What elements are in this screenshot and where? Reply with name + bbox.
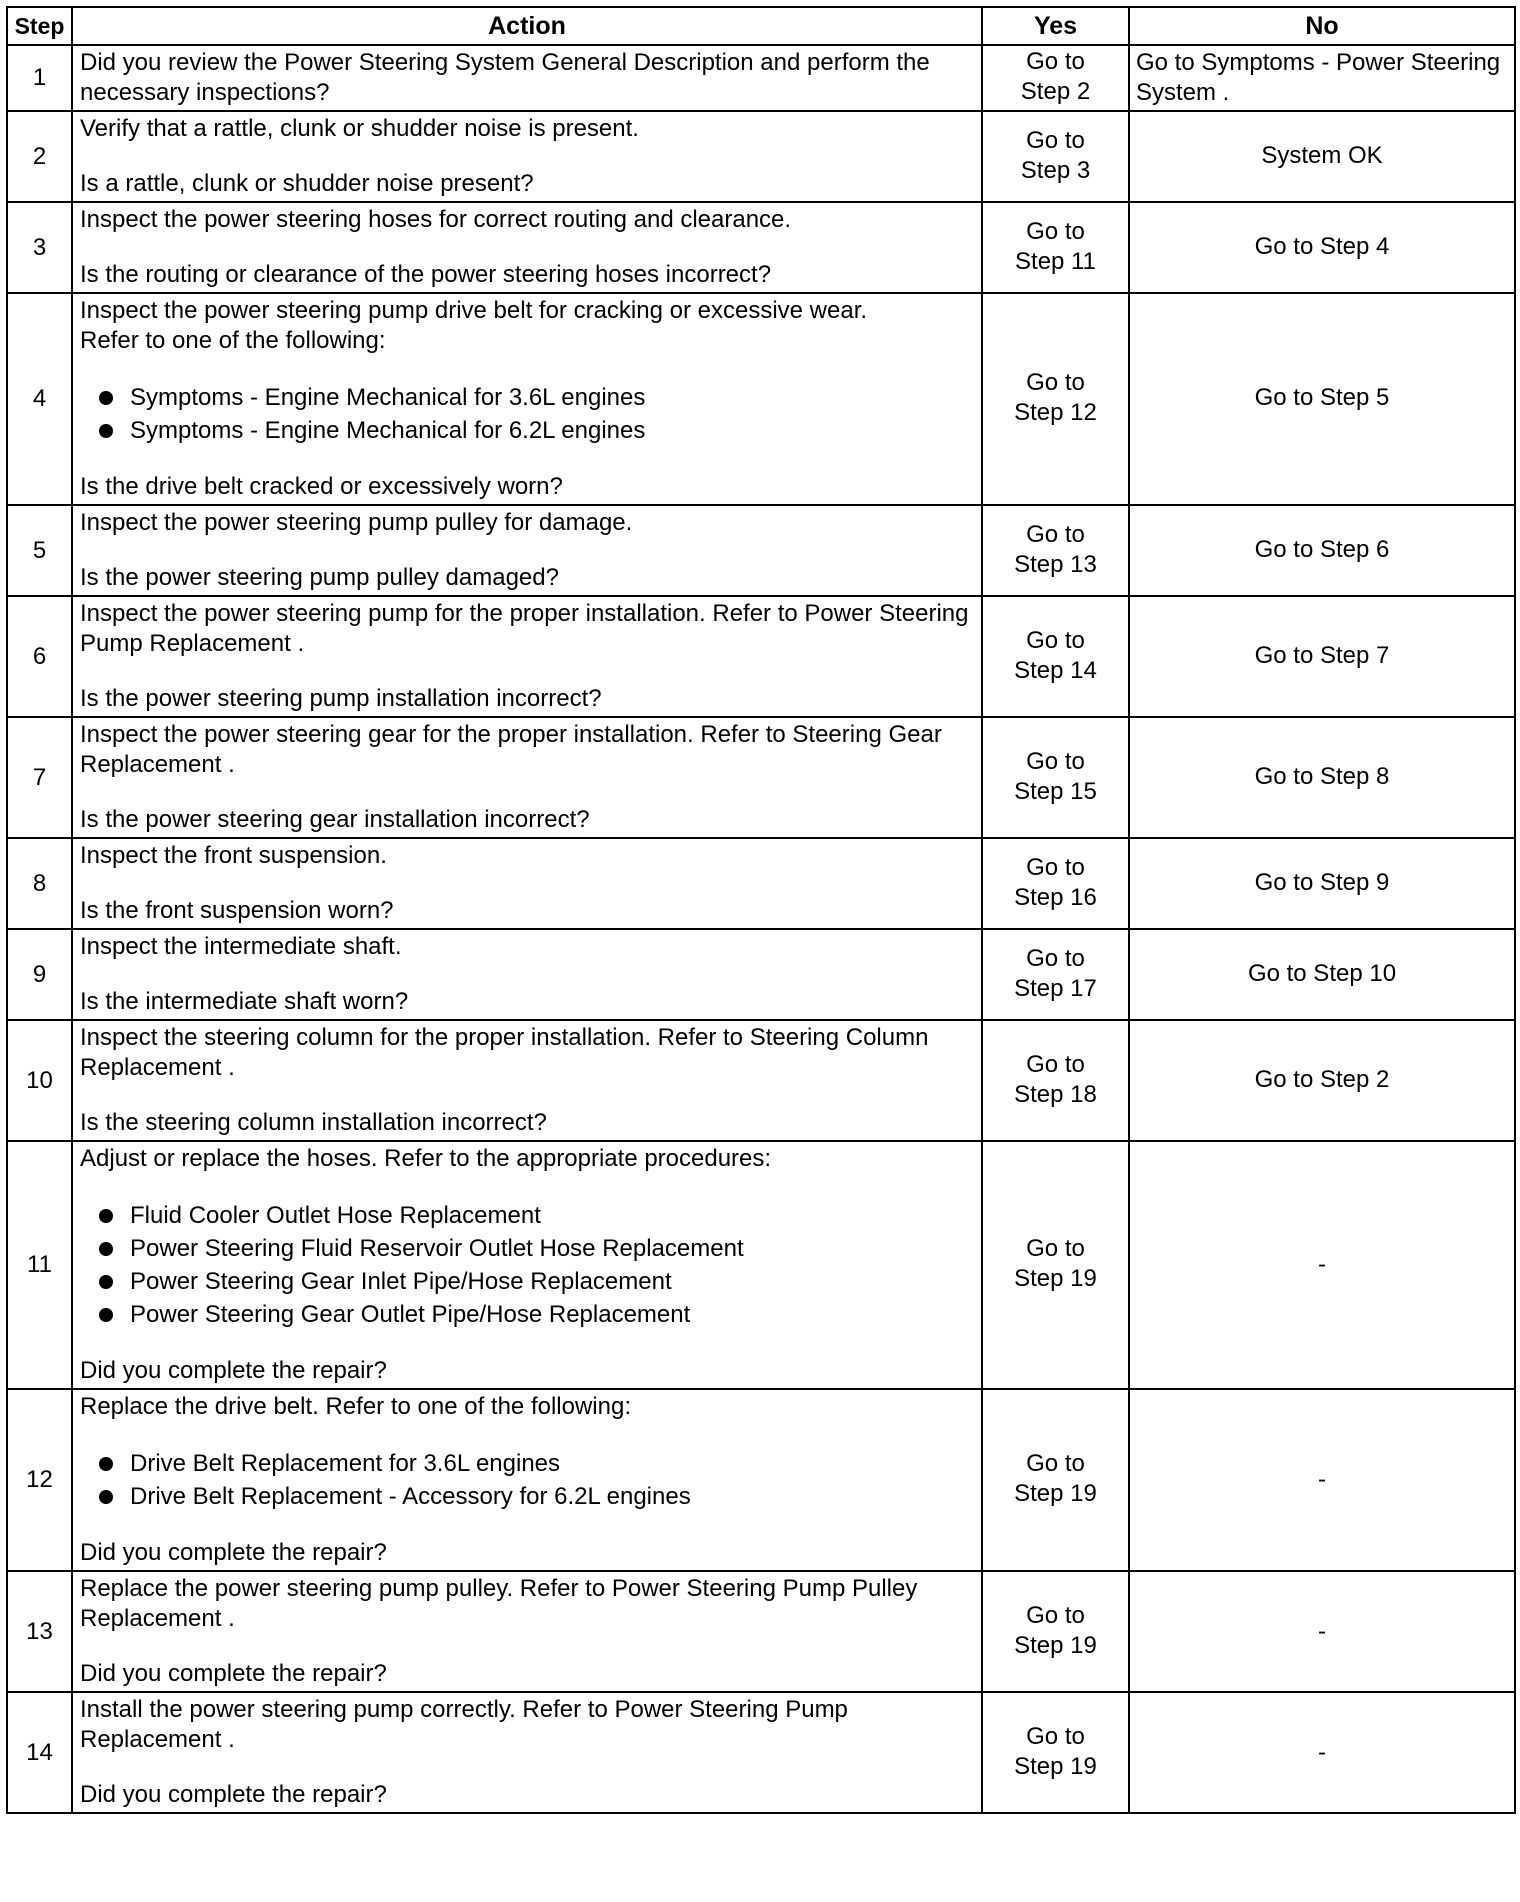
header-no: No (1129, 7, 1515, 45)
action-text: Replace the power steering pump pulley. Refer to Power Steering Pump Pulley Replacement . (80, 1575, 918, 1632)
action-text: Inspect the power steering gear for the proper installation. Refer to Steering Gear Replacement . (80, 721, 942, 778)
no-cell: Go to Step 6 (1129, 505, 1515, 596)
no-cell: - (1129, 1141, 1515, 1389)
list-item (80, 1480, 975, 1513)
action-text: Inspect the steering column for the proper installation. Refer to Steering Column Replacement . (80, 1024, 929, 1081)
question-text: Did you complete the repair? (80, 1357, 387, 1384)
yes-action-text: Go to (1026, 520, 1085, 548)
step-number: 2 (7, 111, 72, 202)
step-number: 13 (7, 1571, 72, 1692)
action-cell (72, 202, 982, 293)
diagnostic-document (6, 6, 1514, 1814)
yes-action-text: Go to (1026, 126, 1085, 154)
yes-action-text: Go to (1026, 626, 1085, 654)
question-text: Is the power steering pump pulley damaged? (80, 564, 559, 591)
yes-action-text: Go to (1026, 1050, 1085, 1078)
question-text: Is a rattle, clunk or shudder noise present? (80, 170, 534, 197)
action-cell (72, 929, 982, 1020)
action-cell (72, 1692, 982, 1813)
yes-action-text: Step 19 (1014, 1480, 1097, 1507)
list-item (80, 1232, 975, 1265)
list-item (80, 381, 975, 414)
step-number: 1 (7, 45, 72, 111)
yes-action-text: Go to (1026, 217, 1085, 245)
table-row (7, 111, 1515, 202)
yes-action-text: Go to (1026, 1601, 1085, 1629)
bullet-icon (99, 391, 113, 405)
yes-cell (982, 111, 1129, 202)
list-item-text: Symptoms - Engine Mechanical for 6.2L engines (130, 417, 646, 444)
bullet-icon (99, 1242, 113, 1256)
header-action: Action (72, 7, 982, 45)
question-text: Did you complete the repair? (80, 1539, 387, 1566)
yes-cell (982, 838, 1129, 929)
bullet-icon (99, 1275, 113, 1289)
reference-list (80, 1447, 975, 1513)
no-cell: Go to Step 2 (1129, 1020, 1515, 1141)
question-text: Is the intermediate shaft worn? (80, 988, 409, 1015)
action-cell (72, 505, 982, 596)
question-text: Did you complete the repair? (80, 1781, 387, 1808)
question-text: Is the power steering gear installation incorrect? (80, 806, 590, 833)
action-cell (72, 1571, 982, 1692)
yes-action-text: Step 2 (1020, 78, 1091, 105)
yes-action-text: Go to (1026, 369, 1085, 396)
yes-cell (982, 293, 1129, 505)
step-number: 3 (7, 202, 72, 293)
yes-action-text: Step 19 (1014, 1265, 1097, 1292)
step-number: 4 (7, 293, 72, 505)
table-row (7, 1141, 1515, 1389)
table-row (7, 596, 1515, 717)
yes-action-text: Step 17 (1014, 974, 1097, 1002)
action-text: Inspect the power steering pump pulley for damage. (80, 509, 633, 536)
no-cell: - (1129, 1389, 1515, 1571)
list-item (80, 414, 975, 447)
action-cell (72, 838, 982, 929)
yes-action-text: Step 13 (1014, 550, 1097, 578)
list-item-text: Symptoms - Engine Mechanical for 3.6L engines (130, 384, 646, 411)
yes-cell (982, 1692, 1129, 1813)
action-text: Inspect the power steering hoses for correct routing and clearance. (80, 206, 792, 233)
action-text: Install the power steering pump correctly. Refer to Power Steering Pump Replacement . (80, 1696, 848, 1753)
table-row (7, 45, 1515, 111)
table-row (7, 293, 1515, 505)
action-cell (72, 293, 982, 505)
no-cell: - (1129, 1571, 1515, 1692)
action-text: Inspect the front suspension. (80, 842, 387, 869)
yes-cell (982, 202, 1129, 293)
action-cell (72, 717, 982, 838)
no-cell: - (1129, 1692, 1515, 1813)
action-cell (72, 1141, 982, 1389)
yes-action-text: Go to (1026, 747, 1085, 775)
no-cell: System OK (1129, 111, 1515, 202)
table-row (7, 929, 1515, 1020)
no-cell: Go to Step 5 (1129, 293, 1515, 505)
question-text: Did you complete the repair? (80, 1660, 387, 1687)
bullet-icon (99, 1308, 113, 1322)
action-text: Inspect the power steering pump for the proper installation. Refer to Power Steering Pump Replacement . (80, 600, 969, 657)
action-cell (72, 1020, 982, 1141)
action-cell (72, 45, 982, 111)
table-row (7, 505, 1515, 596)
step-number: 8 (7, 838, 72, 929)
question-text: Is the front suspension worn? (80, 897, 394, 924)
header-step: Step (7, 7, 72, 45)
yes-action-text: Go to (1026, 1450, 1085, 1477)
bullet-icon (99, 1457, 113, 1471)
yes-cell (982, 1389, 1129, 1571)
list-item (80, 1265, 975, 1298)
step-number: 5 (7, 505, 72, 596)
action-text: Inspect the intermediate shaft. (80, 933, 402, 960)
action-cell (72, 1389, 982, 1571)
table-row (7, 1020, 1515, 1141)
list-item-text: Power Steering Gear Inlet Pipe/Hose Replacement (130, 1268, 672, 1295)
yes-action-text: Step 3 (1020, 156, 1091, 184)
reference-list (80, 1199, 975, 1331)
yes-cell (982, 1020, 1129, 1141)
yes-action-text: Go to (1026, 1722, 1085, 1750)
step-number: 11 (7, 1141, 72, 1389)
list-item (80, 1199, 975, 1232)
list-item-text: Drive Belt Replacement for 3.6L engines (130, 1450, 561, 1477)
list-item (80, 1447, 975, 1480)
yes-cell (982, 1571, 1129, 1692)
yes-action-text: Step 19 (1014, 1752, 1097, 1780)
yes-cell (982, 596, 1129, 717)
table-row (7, 1692, 1515, 1813)
step-number: 6 (7, 596, 72, 717)
list-item-text: Fluid Cooler Outlet Hose Replacement (130, 1202, 541, 1229)
action-text: Refer to one of the following: (80, 327, 386, 354)
yes-action-text: Step 11 (1015, 247, 1096, 275)
yes-action-text: Step 15 (1014, 777, 1097, 805)
no-cell: Go to Step 4 (1129, 202, 1515, 293)
table-row (7, 202, 1515, 293)
no-cell: Go to Step 8 (1129, 717, 1515, 838)
step-number: 12 (7, 1389, 72, 1571)
list-item-text: Power Steering Gear Outlet Pipe/Hose Replacement (130, 1301, 691, 1328)
question-text: Is the steering column installation incorrect? (80, 1109, 547, 1136)
bullet-icon (99, 1490, 113, 1504)
diagnostic-table (6, 6, 1516, 1814)
question-text: Is the drive belt cracked or excessively worn? (80, 473, 563, 500)
action-text: Inspect the power steering pump drive belt for cracking or excessive wear. (80, 297, 868, 324)
action-text: Replace the drive belt. Refer to one of the following: (80, 1393, 631, 1420)
table-row (7, 838, 1515, 929)
question-text: Is the routing or clearance of the power steering hoses incorrect? (80, 261, 772, 288)
no-cell: Go to Step 10 (1129, 929, 1515, 1020)
reference-list (80, 381, 975, 447)
list-item-text: Power Steering Fluid Reservoir Outlet Hose Replacement (130, 1235, 744, 1262)
list-item (80, 1298, 975, 1331)
table-row (7, 1389, 1515, 1571)
yes-action-text: Go to (1026, 944, 1085, 972)
yes-action-text: Go to (1026, 48, 1085, 75)
action-cell (72, 111, 982, 202)
question-text: Is the power steering pump installation incorrect? (80, 685, 602, 712)
yes-action-text: Step 16 (1014, 883, 1097, 911)
action-text: Verify that a rattle, clunk or shudder noise is present. (80, 115, 639, 142)
yes-action-text: Go to (1026, 1235, 1085, 1262)
bullet-icon (99, 1209, 113, 1223)
table-row (7, 717, 1515, 838)
yes-cell (982, 929, 1129, 1020)
yes-action-text: Step 14 (1014, 656, 1097, 684)
action-cell (72, 596, 982, 717)
step-number: 7 (7, 717, 72, 838)
yes-cell (982, 1141, 1129, 1389)
yes-action-text: Step 18 (1014, 1080, 1097, 1108)
action-text: Adjust or replace the hoses. Refer to the appropriate procedures: (80, 1145, 772, 1172)
list-item-text: Drive Belt Replacement - Accessory for 6.2L engines (130, 1483, 691, 1510)
yes-action-text: Go to (1026, 853, 1085, 881)
bullet-icon (99, 424, 113, 438)
yes-action-text: Step 19 (1014, 1631, 1097, 1659)
action-text: Did you review the Power Steering System General Description and perform the necessary inspections? (80, 49, 930, 106)
yes-cell (982, 505, 1129, 596)
step-number: 10 (7, 1020, 72, 1141)
table-row (7, 1571, 1515, 1692)
step-number: 9 (7, 929, 72, 1020)
no-cell: Go to Step 7 (1129, 596, 1515, 717)
header-row (7, 7, 1515, 45)
header-yes: Yes (982, 7, 1129, 45)
no-cell: Go to Step 9 (1129, 838, 1515, 929)
yes-cell (982, 45, 1129, 111)
step-number: 14 (7, 1692, 72, 1813)
yes-action-text: Step 12 (1014, 399, 1097, 426)
yes-cell (982, 717, 1129, 838)
no-cell: Go to Symptoms - Power Steering System . (1129, 45, 1515, 111)
